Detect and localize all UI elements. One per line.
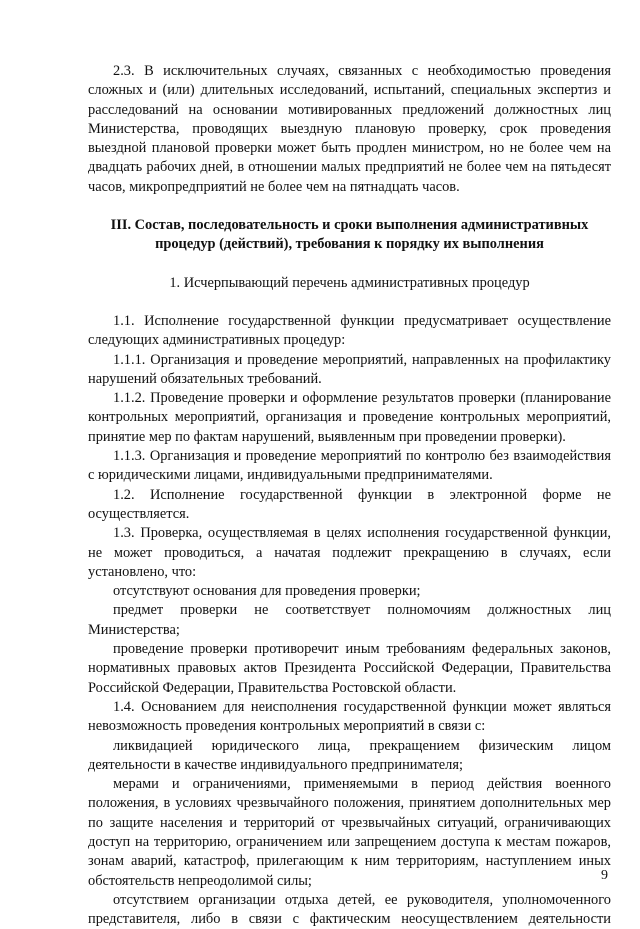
list-item-no-organization: отсутствием организации отдыха детей, ее руководителя, уполномоченного представителя, либо в связи с фактическим неосуществлением деятельности bbox=[88, 891, 611, 928]
paragraph-1-1-2: 1.1.2. Проведение проверки и оформление результатов проверки (планирование контрольных мероприятий, организация и проведение контрольных мероприятий, принятие мер по фактам нарушений, выявленным при проведении проверки). bbox=[88, 390, 611, 445]
paragraph-1-4: 1.4. Основанием для неисполнения государственной функции может являться невозможность проведения контрольных мероприятий в связи с: bbox=[88, 698, 611, 735]
list-item-subject-mismatch: предмет проверки не соответствует полномочиям должностных лиц Министерства; bbox=[88, 602, 611, 638]
list-item-restrictions: мерами и ограничениями, применяемыми в период действия военного положения, в условиях чрезвычайного положения, принятием дополнительных мер по защите населения и территорий от чрезвычайных ситуаций, ограничивающих доступ на территорию, ограничением или запрещением доступа к местам пожаров, зонам аварий, катастроф, прилегающим к ним территориям, наступлением иных обстоятельств непреодолимой силы; bbox=[88, 776, 611, 889]
paragraph-1-1: 1.1. Исполнение государственной функции предусматривает осуществление следующих административных процедур: bbox=[88, 312, 611, 349]
page-number: 9 bbox=[601, 868, 608, 883]
list-item-contradicts-law: проведение проверки противоречит иным требованиям федеральных законов, нормативных правовых актов Президента Российской Федерации, Правительства Российской Федерации, Правительства Ростовской области. bbox=[88, 641, 611, 696]
subsection-heading: 1. Исчерпывающий перечень административных процедур bbox=[169, 274, 530, 291]
paragraph-1-2: 1.2. Исполнение государственной функции в электронной форме не осуществляется. bbox=[88, 486, 611, 522]
paragraph-1-1-3: 1.1.3. Организация и проведение мероприятий по контролю без взаимодействия с юридическими лицами, индивидуальными предпринимателями. bbox=[88, 448, 611, 484]
paragraph-1-1-1: 1.1.1. Организация и проведение мероприятий, направленных на профилактику нарушений обязательных требований. bbox=[88, 351, 611, 387]
section-heading: III. Состав, последовательность и сроки выполнения административных процедур (действий), требования к порядку их выполнения bbox=[110, 217, 589, 253]
paragraph-2-3: 2.3. В исключительных случаях, связанных с необходимостью проведения сложных и (или) длительных исследований, испытаний, специальных экспертиз и расследований на основании мотивированных предложений должностных лиц Министерства, проводящих выездную плановую проверку, срок проведения выездной плановой проверки может быть продлен министром, но не более чем на двадцать рабочих дней, в отношении малых предприятий не более чем на пятьдесят часов, микропредприятий не более чем на пятнадцать часов. bbox=[88, 63, 611, 195]
list-item-liquidation: ликвидацией юридического лица, прекращением физическим лицом деятельности в качестве индивидуального предпринимателя; bbox=[88, 737, 611, 773]
list-item-no-grounds: отсутствуют основания для проведения проверки; bbox=[113, 583, 421, 600]
paragraph-1-3: 1.3. Проверка, осуществляемая в целях исполнения государственной функции, не может проводиться, а начатая подлежит прекращению в случаях, если установлено, что: bbox=[88, 525, 611, 580]
document-page bbox=[88, 62, 611, 929]
